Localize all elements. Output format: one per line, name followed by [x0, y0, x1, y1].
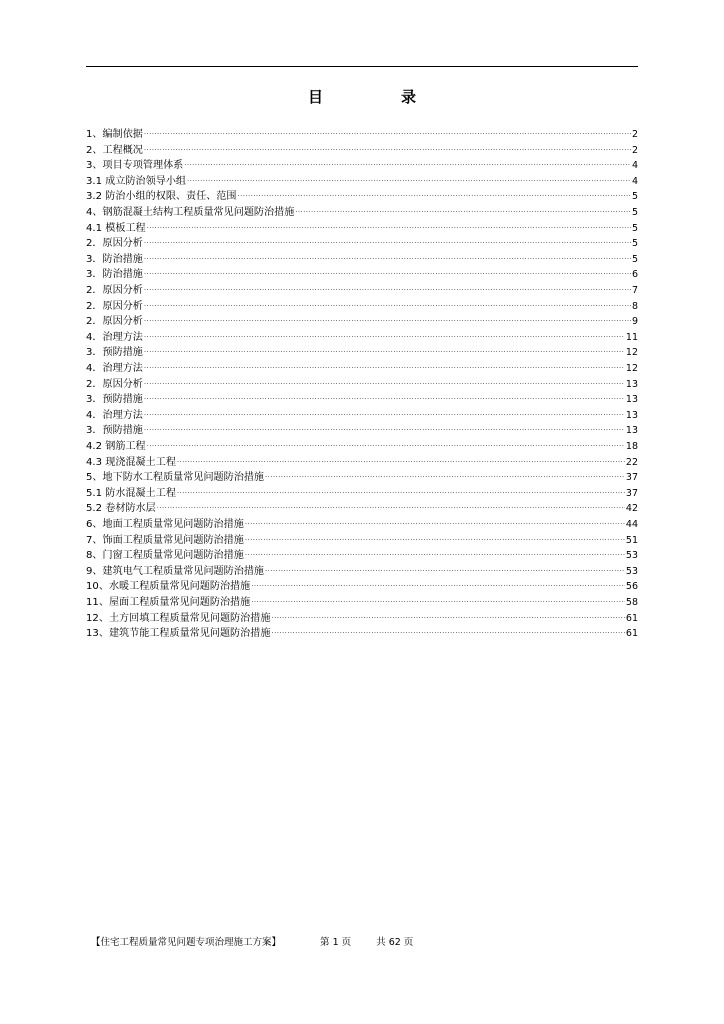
toc-entry-text: 3.1 成立防治领导小组: [86, 175, 187, 187]
toc-dot-leader: [265, 465, 625, 481]
toc-entry[interactable]: [86, 122, 638, 141]
toc-dot-leader: [177, 480, 625, 496]
toc-entry-page: 22: [625, 456, 638, 468]
toc-entry-page: 13: [625, 425, 638, 437]
toc-entry-page: 12: [625, 347, 638, 359]
toc-entry-text: 5、地下防水工程质量常见问题防治措施: [86, 472, 265, 484]
toc-dot-leader: [144, 387, 625, 403]
toc-entry[interactable]: [86, 324, 638, 343]
toc-entry[interactable]: [86, 511, 638, 530]
toc-entry-page: 13: [625, 378, 638, 390]
toc-entry[interactable]: [86, 137, 638, 156]
toc-entry-text: 2．原因分析: [86, 285, 143, 297]
toc-dot-leader: [144, 324, 625, 340]
toc-dot-leader: [251, 574, 625, 590]
toc-entry-page: 9: [631, 316, 638, 328]
toc-entry-text: 4．治理方法: [86, 363, 143, 374]
toc-entry-text: 6、地面工程质量常见问题防治措施: [86, 518, 244, 530]
toc-entry-text: 2．原因分析: [86, 238, 143, 250]
toc-dot-leader: [144, 309, 631, 325]
toc-entry[interactable]: [86, 433, 638, 452]
toc-entry[interactable]: [86, 449, 638, 468]
toc-dot-leader: [144, 246, 631, 262]
header-rule: [86, 66, 638, 67]
toc-title: [0, 86, 724, 107]
toc-entry-text: 5.2 卷材防水层: [86, 503, 156, 515]
toc-entry-text: 13、建筑节能工程质量常见问题防治措施: [86, 628, 271, 640]
toc-entry-page: 42: [625, 503, 638, 515]
toc-entry-page: 13: [625, 409, 638, 421]
toc-dot-leader: [271, 605, 624, 621]
toc-entry-text: 3．防治措施: [86, 269, 143, 281]
toc-entry-text: 2．原因分析: [86, 316, 143, 328]
toc-entry-text: 3．防治措施: [86, 253, 143, 265]
toc-dot-leader: [147, 215, 631, 231]
toc-dot-leader: [245, 543, 625, 559]
toc-entry[interactable]: [86, 277, 638, 297]
toc-entry-page: 5: [631, 191, 638, 203]
toc-entry-page: 4: [631, 175, 638, 187]
toc-dot-leader: [144, 340, 625, 356]
toc-dot-leader: [144, 231, 631, 247]
toc-dot-leader: [265, 558, 625, 574]
toc-entry[interactable]: [86, 340, 638, 359]
toc-entry[interactable]: [86, 496, 638, 515]
toc-entry-text: 2．原因分析: [86, 300, 143, 312]
toc-dot-leader: [144, 418, 625, 434]
toc-dot-leader: [144, 355, 625, 371]
toc-entry-page: 51: [625, 534, 638, 546]
toc-dot-leader: [251, 589, 625, 605]
toc-entry-text: 4．治理方法: [86, 331, 143, 343]
toc-title-left: 目: [307, 88, 323, 106]
toc-entry[interactable]: [86, 293, 638, 312]
toc-entry-page: 6: [631, 269, 638, 281]
toc-entry-text: 8、门窗工程质量常见问题防治措施: [86, 550, 244, 562]
toc-entry-text: 5.1 防水混凝土工程: [86, 487, 176, 499]
toc-entry-page: 4: [631, 160, 638, 172]
toc-entry-text: 3、项目专项管理体系: [86, 160, 184, 172]
toc-entry-text: 11、屋面工程质量常见问题防治措施: [86, 596, 251, 608]
toc-dot-leader: [187, 168, 631, 184]
toc-entry[interactable]: [86, 418, 638, 437]
footer-page-total: 共 62 页: [376, 937, 414, 948]
toc-dot-leader: [144, 137, 631, 153]
toc-entry-text: 4．治理方法: [86, 409, 143, 421]
toc-entry[interactable]: [86, 231, 638, 250]
toc-entry-page: 11: [625, 331, 638, 343]
toc-dot-leader: [144, 293, 631, 309]
toc-entry-text: 3.2 防治小组的权限、责任、范围: [86, 191, 237, 203]
toc-entry-page: 5: [631, 207, 638, 219]
toc-dot-leader: [147, 433, 625, 449]
toc-entry-page: 37: [625, 472, 638, 484]
toc-dot-leader: [245, 527, 625, 543]
toc-entry-text: 7、饰面工程质量常见问题防治措施: [86, 534, 244, 546]
toc-entry-page: 53: [625, 565, 638, 577]
toc-entry-text: 4、钢筋混凝土结构工程质量常见问题防治措施: [86, 207, 295, 219]
toc-entry-page: 56: [625, 581, 638, 593]
toc-dot-leader: [144, 262, 631, 278]
toc-entry[interactable]: [86, 371, 638, 390]
toc-entry-page: 7: [631, 285, 638, 297]
toc-entry-text: 3．预防措施: [86, 394, 143, 406]
toc-entry[interactable]: [86, 262, 638, 281]
toc-entry-page: 2: [631, 144, 638, 156]
toc-entry-text: 3．预防措施: [86, 425, 143, 437]
toc-entry-text: 12、土方回填工程质量常见问题防治措施: [86, 612, 271, 624]
toc-entry-text: 2．原因分析: [86, 378, 143, 390]
toc-entry[interactable]: [86, 387, 638, 406]
toc-entry-page: 5: [631, 253, 638, 265]
toc-dot-leader: [184, 153, 631, 169]
toc-entry[interactable]: [86, 246, 638, 265]
table-of-contents: [86, 122, 638, 640]
toc-dot-leader: [237, 184, 630, 200]
toc-title-right: 录: [401, 88, 417, 106]
toc-dot-leader: [144, 371, 625, 387]
toc-entry[interactable]: [86, 402, 638, 421]
toc-entry-text: 4.3 现浇混凝土工程: [86, 456, 176, 468]
toc-dot-leader: [144, 122, 631, 138]
toc-entry[interactable]: [86, 153, 638, 172]
toc-entry-page: 37: [625, 487, 638, 499]
footer-page-number: 第 1 页: [320, 937, 352, 948]
toc-dot-leader: [177, 449, 625, 465]
toc-entry-text: 4.1 模板工程: [86, 222, 146, 234]
toc-dot-leader: [144, 277, 631, 293]
toc-entry-text: 2、工程概况: [86, 144, 143, 156]
toc-entry-page: 13: [625, 394, 638, 406]
page-footer: [91, 934, 413, 948]
toc-dot-leader: [245, 511, 625, 527]
toc-dot-leader: [271, 621, 624, 637]
toc-entry-page: 5: [631, 222, 638, 234]
toc-dot-leader: [157, 496, 625, 512]
footer-document-title: 【住宅工程质量常见问题专项治理施工方案】: [91, 937, 282, 948]
toc-entry-page: 61: [625, 628, 638, 640]
toc-entry-page: 12: [625, 363, 638, 374]
toc-entry[interactable]: [86, 215, 638, 234]
toc-entry-text: 3．预防措施: [86, 347, 143, 359]
toc-entry[interactable]: [86, 355, 638, 374]
toc-dot-leader: [144, 402, 625, 418]
toc-entry-text: 1、编制依据: [86, 129, 143, 141]
toc-entry-page: 18: [625, 440, 638, 452]
toc-entry-page: 58: [625, 596, 638, 608]
toc-entry-text: 4.2 钢筋工程: [86, 440, 146, 452]
toc-entry-page: 8: [631, 300, 638, 312]
toc-entry-text: 10、水暖工程质量常见问题防治措施: [86, 581, 251, 593]
toc-entry-page: 53: [625, 550, 638, 562]
toc-entry-page: 61: [625, 612, 638, 624]
toc-entry[interactable]: [86, 309, 638, 328]
toc-entry-text: 9、建筑电气工程质量常见问题防治措施: [86, 565, 265, 577]
toc-entry-page: 5: [631, 238, 638, 250]
toc-dot-leader: [295, 199, 631, 215]
toc-entry-page: 2: [631, 129, 638, 141]
toc-entry-page: 44: [625, 518, 638, 530]
